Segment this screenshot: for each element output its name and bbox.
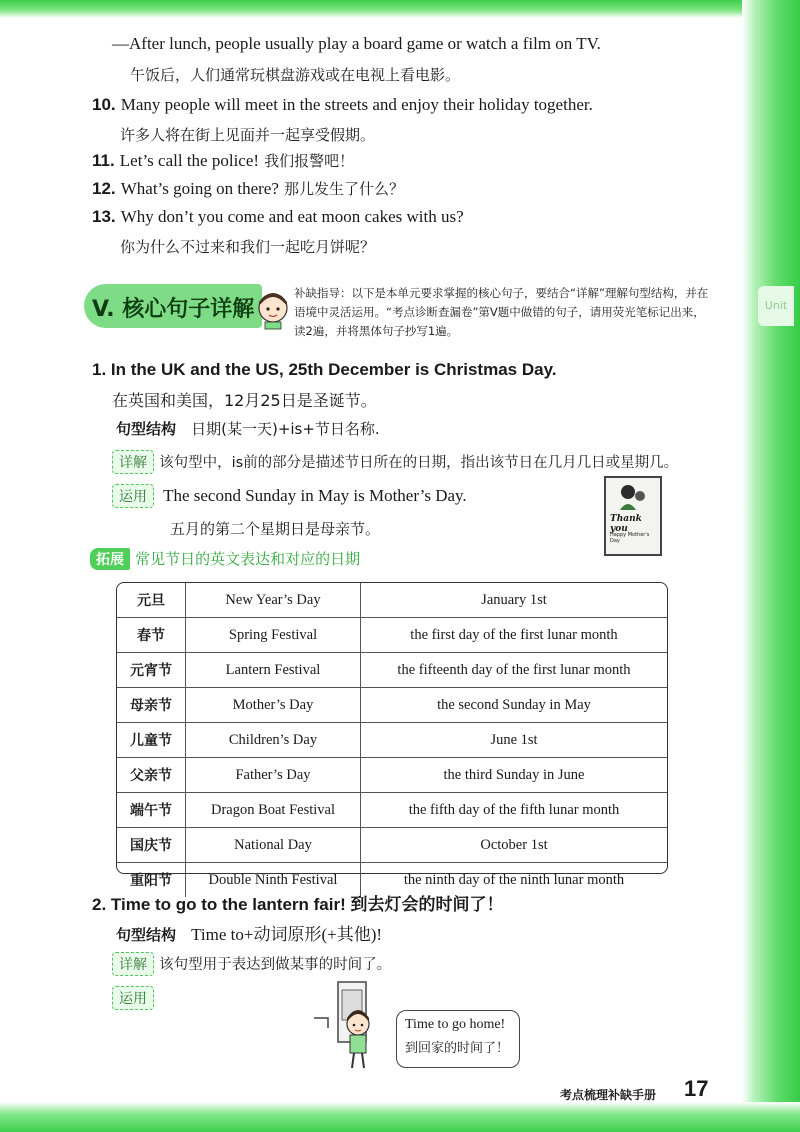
section-hint: 补缺指导：以下是本单元要求掌握的核心句子，要结合“详解”理解句型结构，并在语境中灵活运用。“考点诊断查漏卷”第Ⅴ题中做错的句子，请用荧光笔标记出来，读2遍，并将黑体句子抄写1遍。	[294, 286, 709, 338]
girl-avatar-icon	[254, 290, 292, 330]
table-row	[117, 758, 667, 793]
holiday-date: the fifth day of the fifth lunar month	[361, 793, 668, 828]
holiday-english: National Day	[186, 828, 361, 863]
card-subtext: Happy Mother's Day	[610, 532, 650, 544]
dialogue-english: —After lunch, people usually play a board game or watch a film on TV.	[112, 34, 601, 53]
item-number: 11.	[92, 151, 115, 170]
table-row	[117, 828, 667, 863]
explain-text: 该句型中，is前的部分是描述节日所在的日期，指出该节日在几月几日或星期几。	[159, 455, 679, 471]
item-number: 12.	[92, 179, 116, 198]
table-row	[117, 618, 667, 653]
bubble-chinese: 到回家的时间了！	[405, 1041, 510, 1056]
item-number: 13.	[92, 207, 116, 226]
table-row	[117, 583, 667, 618]
holiday-date: October 1st	[361, 828, 668, 863]
item-english: Many people will meet in the streets and enjoy their holiday together.	[120, 95, 593, 114]
explain-tag: 详解	[112, 952, 154, 976]
use-tag: 运用	[112, 986, 154, 1010]
holiday-english: Double Ninth Festival	[186, 863, 361, 898]
sentence-2-heading: 2. Time to go to the lantern fair! 到去灯会的时间了！	[92, 895, 504, 914]
dialogue-chinese: 午饭后，人们通常玩棋盘游戏或在电视上看电影。	[130, 66, 461, 84]
holiday-date: the ninth day of the ninth lunar month	[361, 863, 668, 898]
bubble-english: Time to go home!	[405, 1017, 506, 1032]
holiday-chinese: 端午节	[117, 793, 186, 828]
page-number: 17	[684, 1076, 709, 1101]
explain-row	[112, 450, 678, 474]
green-border-right	[742, 0, 800, 1132]
item-chinese: 许多人将在街上见面并一起享受假期。	[120, 126, 376, 144]
holiday-english: Dragon Boat Festival	[186, 793, 361, 828]
table-row	[117, 653, 667, 688]
holiday-chinese: 重阳节	[117, 863, 186, 898]
holiday-english: Mother’s Day	[186, 688, 361, 723]
list-item	[92, 178, 404, 199]
item-english: Why don’t you come and eat moon cakes with us?	[120, 207, 464, 226]
mother-child-icon	[608, 480, 658, 510]
holiday-english: New Year’s Day	[186, 583, 361, 618]
sentence-1-chinese: 在英国和美国，12月25日是圣诞节。	[112, 391, 377, 410]
holiday-date: the third Sunday in June	[361, 758, 668, 793]
holiday-chinese: 父亲节	[117, 758, 186, 793]
holiday-date: the second Sunday in May	[361, 688, 668, 723]
holiday-date: the fifteenth day of the first lunar month	[361, 653, 668, 688]
green-border-bottom	[0, 1102, 800, 1132]
holiday-chinese: 春节	[117, 618, 186, 653]
green-border-top	[0, 0, 800, 18]
item-chinese: 你为什么不过来和我们一起吃月饼呢？	[120, 238, 376, 256]
explain-text: 该句型用于表达到做某事的时间了。	[159, 957, 392, 973]
holiday-date: January 1st	[361, 583, 668, 618]
holiday-chinese: 母亲节	[117, 688, 186, 723]
holiday-chinese: 元宵节	[117, 653, 186, 688]
pattern-row	[116, 920, 382, 945]
holiday-chinese: 国庆节	[117, 828, 186, 863]
explain-tag: 详解	[112, 450, 154, 474]
holiday-english: Lantern Festival	[186, 653, 361, 688]
use-row	[112, 484, 467, 508]
item-chinese: 那儿发生了什么？	[283, 180, 404, 198]
table-row	[117, 723, 667, 758]
unit-tab: Unit	[758, 286, 794, 326]
sentence-1-heading: 1. In the UK and the US, 25th December is Christmas Day.	[92, 360, 557, 379]
girl-at-door-icon	[310, 978, 400, 1070]
item-english: Let’s call the police!	[119, 151, 260, 170]
item-chinese: 我们报警吧！	[264, 152, 355, 170]
use-english: The second Sunday in May is Mother’s Day.	[163, 486, 467, 505]
list-item	[92, 95, 593, 115]
use-chinese: 五月的第二个星期日是母亲节。	[170, 520, 381, 538]
holiday-date: June 1st	[361, 723, 668, 758]
table-row	[117, 688, 667, 723]
expand-title: 常见节日的英文表达和对应的日期	[135, 550, 361, 568]
section-title: V. 核心句子详解	[92, 297, 255, 322]
explain-row	[112, 952, 391, 976]
holiday-english: Spring Festival	[186, 618, 361, 653]
holiday-english: Father’s Day	[186, 758, 361, 793]
use-tag: 运用	[112, 484, 154, 508]
pattern-label: 句型结构	[116, 926, 177, 944]
card-thank-you: Thank you	[610, 514, 642, 534]
book-title: 考点梳理补缺手册	[560, 1088, 657, 1102]
holiday-date: the first day of the first lunar month	[361, 618, 668, 653]
expand-row	[90, 548, 360, 570]
item-number: 10.	[92, 95, 116, 114]
table-row	[117, 793, 667, 828]
pattern-text: 日期(某一天)+is+节日名称.	[191, 420, 380, 438]
speech-bubble	[396, 1010, 520, 1068]
expand-tag: 拓展	[90, 548, 130, 570]
list-item	[92, 150, 354, 171]
holiday-chinese: 元旦	[117, 583, 186, 618]
item-english: What’s going on there?	[120, 179, 279, 198]
mothers-day-card	[604, 476, 662, 556]
pattern-label: 句型结构	[116, 420, 177, 438]
pattern-row	[116, 418, 380, 439]
pattern-text: Time to+动词原形(+其他)!	[191, 925, 383, 944]
list-item	[92, 207, 464, 227]
use-row	[112, 986, 154, 1010]
holiday-chinese: 儿童节	[117, 723, 186, 758]
section-heading	[84, 284, 262, 328]
holiday-table	[116, 582, 668, 889]
holiday-english: Children’s Day	[186, 723, 361, 758]
